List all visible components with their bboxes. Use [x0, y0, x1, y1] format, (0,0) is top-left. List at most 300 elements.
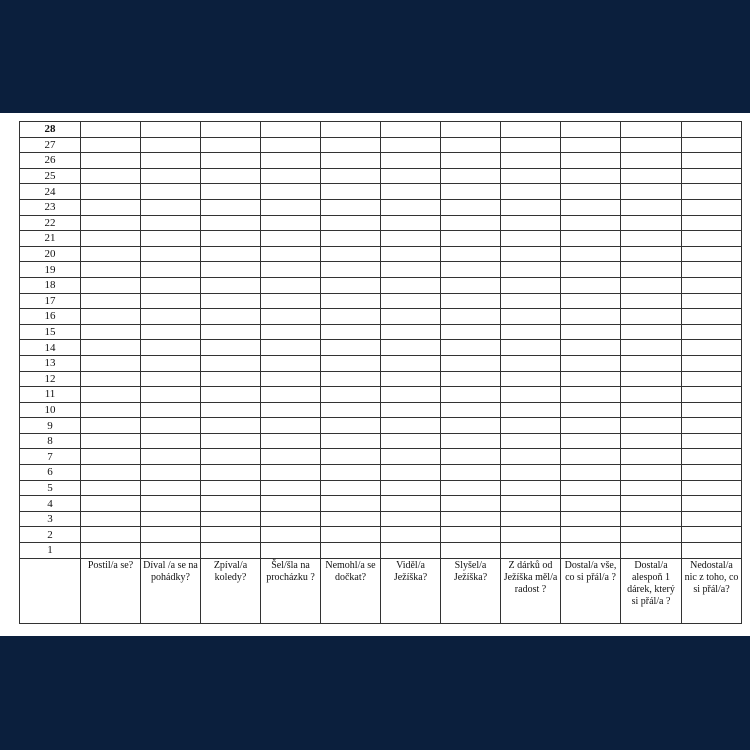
row-number-cell: 4: [20, 496, 81, 512]
empty-cell: [682, 184, 742, 200]
empty-cell: [321, 231, 381, 247]
empty-cell: [201, 324, 261, 340]
empty-cell: [561, 543, 621, 559]
empty-cell: [682, 199, 742, 215]
empty-cell: [141, 387, 201, 403]
empty-cell: [441, 168, 501, 184]
empty-cell: [501, 480, 561, 496]
empty-cell: [201, 184, 261, 200]
empty-cell: [621, 324, 682, 340]
empty-cell: [441, 184, 501, 200]
empty-cell: [441, 309, 501, 325]
empty-cell: [381, 387, 441, 403]
empty-cell: [201, 309, 261, 325]
empty-cell: [141, 355, 201, 371]
empty-cell: [621, 215, 682, 231]
empty-cell: [201, 433, 261, 449]
empty-cell: [261, 511, 321, 527]
table-row: [20, 402, 742, 418]
empty-cell: [261, 262, 321, 278]
empty-cell: [381, 122, 441, 138]
row-number-cell: 7: [20, 449, 81, 465]
empty-cell: [441, 527, 501, 543]
row-number-cell: 11: [20, 387, 81, 403]
empty-cell: [261, 527, 321, 543]
empty-cell: [81, 199, 141, 215]
empty-cell: [261, 402, 321, 418]
column-header-cell: [441, 558, 501, 623]
empty-cell: [81, 153, 141, 169]
empty-cell: [141, 199, 201, 215]
empty-cell: [501, 122, 561, 138]
empty-cell: [441, 324, 501, 340]
empty-cell: [621, 231, 682, 247]
empty-cell: [201, 199, 261, 215]
empty-cell: [561, 246, 621, 262]
empty-cell: [381, 527, 441, 543]
empty-cell: [501, 511, 561, 527]
empty-cell: [621, 262, 682, 278]
empty-cell: [621, 402, 682, 418]
table-row: [20, 324, 742, 340]
empty-cell: [201, 262, 261, 278]
empty-cell: [561, 324, 621, 340]
empty-cell: [261, 215, 321, 231]
empty-cell: [381, 340, 441, 356]
empty-cell: [201, 387, 261, 403]
empty-cell: [81, 402, 141, 418]
column-header-cell: [561, 558, 621, 623]
empty-cell: [621, 355, 682, 371]
table-row: [20, 527, 742, 543]
table-row: [20, 433, 742, 449]
column-header-label: Díval /a se na pohádky?: [143, 559, 198, 583]
empty-cell: [501, 371, 561, 387]
empty-cell: [501, 340, 561, 356]
empty-cell: [261, 324, 321, 340]
empty-cell: [201, 371, 261, 387]
empty-cell: [682, 371, 742, 387]
empty-cell: [621, 480, 682, 496]
empty-cell: [682, 496, 742, 512]
empty-cell: [682, 246, 742, 262]
empty-cell: [321, 215, 381, 231]
empty-cell: [441, 387, 501, 403]
empty-cell: [141, 496, 201, 512]
empty-cell: [682, 465, 742, 481]
empty-cell: [381, 199, 441, 215]
empty-cell: [321, 480, 381, 496]
row-number-cell: 18: [20, 277, 81, 293]
tally-table: [19, 121, 742, 624]
empty-cell: [141, 480, 201, 496]
row-number-cell: 28: [20, 122, 81, 138]
empty-cell: [201, 293, 261, 309]
empty-cell: [201, 527, 261, 543]
empty-cell: [621, 465, 682, 481]
empty-cell: [561, 371, 621, 387]
empty-cell: [501, 293, 561, 309]
empty-cell: [501, 246, 561, 262]
empty-cell: [321, 543, 381, 559]
empty-cell: [381, 418, 441, 434]
empty-cell: [381, 543, 441, 559]
empty-cell: [81, 277, 141, 293]
empty-cell: [141, 277, 201, 293]
empty-cell: [381, 480, 441, 496]
empty-cell: [261, 246, 321, 262]
empty-cell: [501, 324, 561, 340]
empty-cell: [81, 465, 141, 481]
empty-cell: [441, 496, 501, 512]
row-number-cell: 5: [20, 480, 81, 496]
empty-cell: [501, 543, 561, 559]
column-header-cell: [261, 558, 321, 623]
column-header-cell: [381, 558, 441, 623]
empty-cell: [501, 496, 561, 512]
empty-cell: [441, 293, 501, 309]
empty-cell: [261, 480, 321, 496]
empty-cell: [81, 387, 141, 403]
column-header-label: Nemohl/a se dočkat?: [325, 559, 376, 583]
table-row: [20, 543, 742, 559]
empty-cell: [441, 465, 501, 481]
table-row: [20, 231, 742, 247]
table-row: [20, 262, 742, 278]
empty-cell: [682, 418, 742, 434]
empty-cell: [682, 543, 742, 559]
column-header-cell: [81, 558, 141, 623]
column-header-label: Šel/šla na procházku ?: [266, 559, 315, 583]
empty-cell: [81, 527, 141, 543]
empty-cell: [441, 511, 501, 527]
empty-cell: [561, 293, 621, 309]
empty-cell: [141, 309, 201, 325]
empty-cell: [81, 122, 141, 138]
empty-cell: [141, 371, 201, 387]
column-header-label: Slyšel/a Ježíška?: [453, 559, 488, 583]
empty-cell: [201, 122, 261, 138]
empty-cell: [621, 246, 682, 262]
empty-cell: [81, 480, 141, 496]
empty-cell: [321, 246, 381, 262]
empty-cell: [501, 262, 561, 278]
table-body: [20, 122, 742, 624]
empty-cell: [501, 433, 561, 449]
column-header-cell: [20, 558, 81, 623]
table-row: [20, 355, 742, 371]
empty-cell: [561, 511, 621, 527]
empty-cell: [201, 418, 261, 434]
empty-cell: [441, 262, 501, 278]
empty-cell: [201, 231, 261, 247]
empty-cell: [441, 153, 501, 169]
table-row: [20, 309, 742, 325]
empty-cell: [201, 168, 261, 184]
empty-cell: [381, 433, 441, 449]
empty-cell: [261, 231, 321, 247]
table-row: [20, 184, 742, 200]
empty-cell: [201, 137, 261, 153]
empty-cell: [561, 387, 621, 403]
empty-cell: [561, 480, 621, 496]
empty-cell: [321, 153, 381, 169]
row-number-cell: 23: [20, 199, 81, 215]
empty-cell: [141, 262, 201, 278]
empty-cell: [381, 402, 441, 418]
column-header-label: Z dárků od Ježíška měl/a radost ?: [503, 559, 558, 595]
empty-cell: [561, 433, 621, 449]
empty-cell: [621, 199, 682, 215]
empty-cell: [321, 433, 381, 449]
empty-cell: [621, 153, 682, 169]
empty-cell: [141, 324, 201, 340]
empty-cell: [141, 168, 201, 184]
column-header-cell: [682, 558, 742, 623]
empty-cell: [201, 449, 261, 465]
empty-cell: [381, 371, 441, 387]
empty-cell: [81, 418, 141, 434]
empty-cell: [441, 433, 501, 449]
empty-cell: [561, 231, 621, 247]
empty-cell: [141, 511, 201, 527]
empty-cell: [621, 371, 682, 387]
empty-cell: [141, 543, 201, 559]
empty-cell: [81, 340, 141, 356]
empty-cell: [441, 137, 501, 153]
empty-cell: [201, 246, 261, 262]
empty-cell: [501, 402, 561, 418]
empty-cell: [621, 293, 682, 309]
empty-cell: [561, 184, 621, 200]
table-row: [20, 153, 742, 169]
empty-cell: [321, 496, 381, 512]
empty-cell: [501, 231, 561, 247]
empty-cell: [682, 293, 742, 309]
empty-cell: [321, 387, 381, 403]
row-number-cell: 6: [20, 465, 81, 481]
empty-cell: [321, 402, 381, 418]
empty-cell: [621, 543, 682, 559]
empty-cell: [501, 355, 561, 371]
column-header-cell: [141, 558, 201, 623]
table-row: [20, 511, 742, 527]
empty-cell: [141, 231, 201, 247]
empty-cell: [261, 199, 321, 215]
empty-cell: [682, 122, 742, 138]
table-row: [20, 293, 742, 309]
empty-cell: [381, 184, 441, 200]
empty-cell: [621, 309, 682, 325]
row-number-cell: 10: [20, 402, 81, 418]
empty-cell: [381, 168, 441, 184]
empty-cell: [561, 418, 621, 434]
table-row: [20, 465, 742, 481]
empty-cell: [501, 387, 561, 403]
empty-cell: [201, 402, 261, 418]
table-row: [20, 449, 742, 465]
empty-cell: [561, 199, 621, 215]
column-header-label: Zpíval/a koledy?: [213, 559, 248, 583]
empty-cell: [81, 293, 141, 309]
empty-cell: [621, 418, 682, 434]
empty-cell: [321, 371, 381, 387]
empty-cell: [561, 153, 621, 169]
empty-cell: [561, 122, 621, 138]
empty-cell: [261, 355, 321, 371]
row-number-cell: 19: [20, 262, 81, 278]
empty-cell: [141, 137, 201, 153]
empty-cell: [682, 262, 742, 278]
row-number-cell: 13: [20, 355, 81, 371]
empty-cell: [682, 168, 742, 184]
empty-cell: [321, 277, 381, 293]
empty-cell: [561, 449, 621, 465]
empty-cell: [621, 122, 682, 138]
empty-cell: [381, 496, 441, 512]
empty-cell: [682, 215, 742, 231]
empty-cell: [81, 449, 141, 465]
empty-cell: [501, 418, 561, 434]
empty-cell: [261, 449, 321, 465]
row-number-cell: 17: [20, 293, 81, 309]
empty-cell: [621, 340, 682, 356]
empty-cell: [621, 496, 682, 512]
empty-cell: [682, 527, 742, 543]
table-row: [20, 277, 742, 293]
table-row: [20, 371, 742, 387]
empty-cell: [381, 277, 441, 293]
empty-cell: [261, 433, 321, 449]
empty-cell: [261, 340, 321, 356]
empty-cell: [621, 433, 682, 449]
row-number-cell: 27: [20, 137, 81, 153]
empty-cell: [561, 215, 621, 231]
empty-cell: [81, 543, 141, 559]
empty-cell: [201, 496, 261, 512]
empty-cell: [261, 153, 321, 169]
row-number-cell: 21: [20, 231, 81, 247]
empty-cell: [201, 215, 261, 231]
empty-cell: [441, 246, 501, 262]
empty-cell: [682, 137, 742, 153]
empty-cell: [81, 184, 141, 200]
empty-cell: [81, 309, 141, 325]
empty-cell: [81, 168, 141, 184]
empty-cell: [621, 511, 682, 527]
empty-cell: [141, 465, 201, 481]
empty-cell: [381, 355, 441, 371]
empty-cell: [621, 387, 682, 403]
row-number-cell: 24: [20, 184, 81, 200]
empty-cell: [81, 262, 141, 278]
empty-cell: [261, 168, 321, 184]
empty-cell: [261, 387, 321, 403]
empty-cell: [81, 355, 141, 371]
empty-cell: [321, 262, 381, 278]
empty-cell: [381, 293, 441, 309]
empty-cell: [261, 293, 321, 309]
empty-cell: [261, 543, 321, 559]
empty-cell: [201, 543, 261, 559]
header-row: [20, 558, 742, 623]
empty-cell: [321, 465, 381, 481]
empty-cell: [201, 277, 261, 293]
empty-cell: [441, 277, 501, 293]
empty-cell: [321, 122, 381, 138]
worksheet-page: [0, 113, 750, 636]
empty-cell: [501, 184, 561, 200]
empty-cell: [141, 340, 201, 356]
empty-cell: [621, 527, 682, 543]
table-row: [20, 418, 742, 434]
empty-cell: [682, 355, 742, 371]
empty-cell: [682, 153, 742, 169]
table-row: [20, 199, 742, 215]
empty-cell: [141, 184, 201, 200]
column-header-label: Viděl/a Ježíška?: [393, 559, 428, 583]
row-number-cell: 2: [20, 527, 81, 543]
empty-cell: [501, 137, 561, 153]
empty-cell: [381, 137, 441, 153]
empty-cell: [682, 449, 742, 465]
row-number-cell: 26: [20, 153, 81, 169]
empty-cell: [141, 153, 201, 169]
empty-cell: [321, 418, 381, 434]
empty-cell: [321, 309, 381, 325]
empty-cell: [381, 262, 441, 278]
empty-cell: [321, 449, 381, 465]
empty-cell: [321, 527, 381, 543]
empty-cell: [261, 309, 321, 325]
empty-cell: [561, 137, 621, 153]
column-header-cell: [321, 558, 381, 623]
empty-cell: [682, 277, 742, 293]
empty-cell: [441, 543, 501, 559]
empty-cell: [381, 246, 441, 262]
empty-cell: [561, 277, 621, 293]
row-number-cell: 15: [20, 324, 81, 340]
empty-cell: [261, 418, 321, 434]
empty-cell: [141, 433, 201, 449]
empty-cell: [141, 293, 201, 309]
empty-cell: [141, 215, 201, 231]
empty-cell: [561, 168, 621, 184]
empty-cell: [441, 355, 501, 371]
empty-cell: [321, 340, 381, 356]
row-number-cell: 20: [20, 246, 81, 262]
column-header-label: Dostal/a alespoň 1 dárek, který si přál/a ?: [627, 559, 675, 607]
empty-cell: [501, 465, 561, 481]
empty-cell: [441, 340, 501, 356]
empty-cell: [441, 199, 501, 215]
table-row: [20, 122, 742, 138]
empty-cell: [682, 402, 742, 418]
empty-cell: [141, 122, 201, 138]
empty-cell: [261, 465, 321, 481]
empty-cell: [201, 465, 261, 481]
empty-cell: [501, 527, 561, 543]
empty-cell: [621, 168, 682, 184]
empty-cell: [682, 511, 742, 527]
row-number-cell: 3: [20, 511, 81, 527]
empty-cell: [381, 231, 441, 247]
empty-cell: [561, 355, 621, 371]
empty-cell: [141, 418, 201, 434]
table-row: [20, 215, 742, 231]
empty-cell: [501, 168, 561, 184]
empty-cell: [81, 137, 141, 153]
